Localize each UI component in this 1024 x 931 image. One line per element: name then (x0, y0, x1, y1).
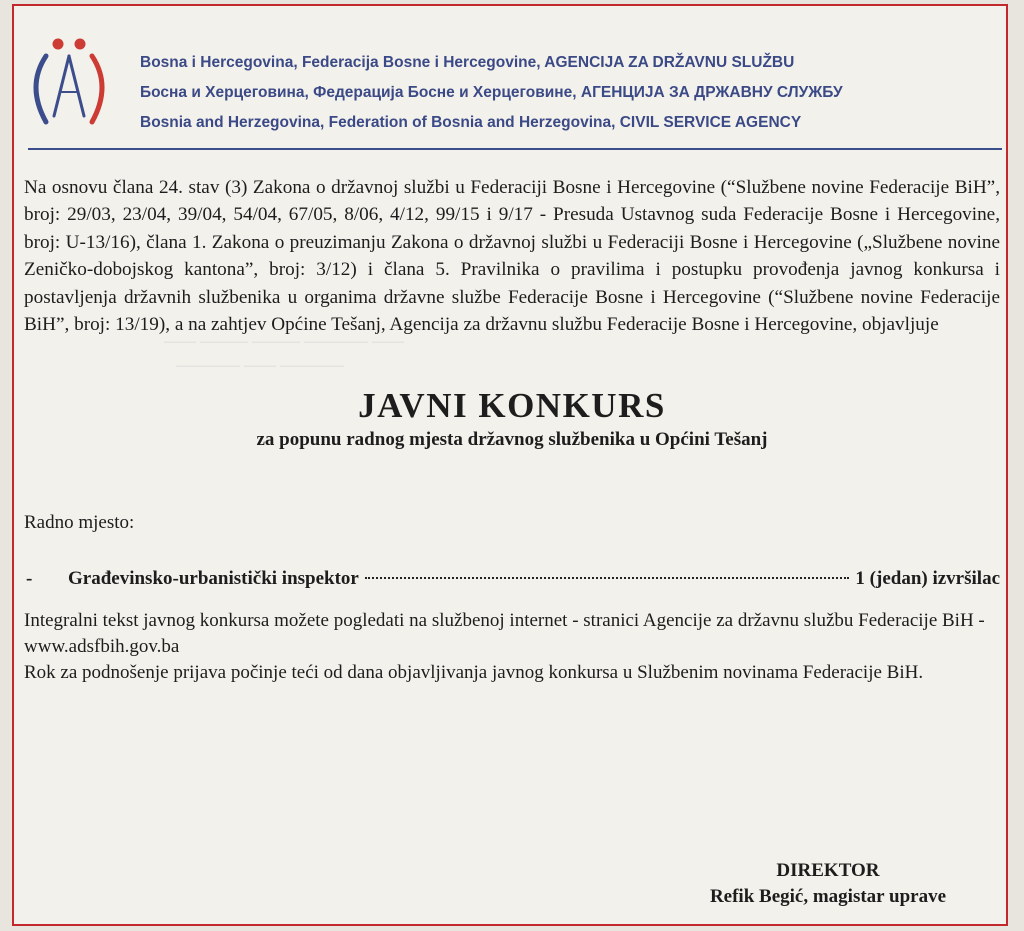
bleed-through-texture: —— ——— ——— ———— —— ———— —— ———— (164, 333, 404, 374)
agency-header (14, 6, 1006, 156)
legal-basis-paragraph: Na osnovu člana 24. stav (3) Zakona o državnoj službi u Federaciji Bosne i Hercegovine (“Službene novine Federacije BiH”, broj: 29/03, 23/04, 39/04, 54/04, 67/05, 8/06, 4/12, 99/15 i 9/17 - Presuda Ustavnog suda Federacije Bosne i Hercegovine, broj: U-13/16), člana 1. Zakona o preuzimanju Zakona o državnoj službi u Federaciji Bosne i Hercegovine („Službene novine Zeničko-dobojskog kantona”, broj: 3/12) i člana 5. Pravilnika o pravilima i postupku provođenja javnog konkursa i postavljenja državnih službenika u organima državne službe Federacije Bosne i Hercegovine (“Službene novine Federacije BiH”, broj: 13/19), a na zahtjev Općine Tešanj, Agencija za državnu službu Federacije Bosne i Hercegovine, objavljuje (24, 177, 1000, 336)
agency-name-latin: Bosna i Hercegovina, Federacija Bosne i Hercegovine, AGENCIJA ZA DRŽAVNU SLUŽBU (140, 54, 795, 71)
signature-role: DIREKTOR (776, 860, 880, 881)
signature-name: Refik Begić, magistar uprave (709, 886, 946, 907)
position-label: Radno mjesto: (24, 512, 135, 534)
header-divider (28, 148, 1002, 150)
position-bullet: - (26, 568, 33, 590)
signature-block (710, 858, 946, 910)
announcement-body (24, 174, 1000, 686)
agency-name-block (140, 48, 843, 138)
agency-name-english: Bosnia and Herzegovina, Federation of Bosnia and Herzegovina, CIVIL SERVICE AGENCY (140, 114, 802, 131)
position-name: Građevinsko-urbanistički inspektor (68, 568, 359, 590)
agency-emblem-icon (24, 34, 116, 136)
full-text-notice: Integralni tekst javnog konkursa možete pogledati na službenoj internet - stranici Agencije za državnu službu Federacije BiH - www.adsfbih.gov.ba (24, 610, 985, 658)
announcement-title: JAVNI KONKURS (358, 386, 666, 426)
position-count: 1 (jedan) izvršilac (855, 568, 1000, 590)
announcement-subtitle: za popunu radnog mjesta državnog službenika u Općini Tešanj (256, 429, 768, 451)
dotted-leader (365, 577, 850, 579)
deadline-notice: Rok za podnošenje prijava počinje teći od dana objavljivanja javnog konkursa u Službenim novinama Federacije BiH. (24, 662, 924, 684)
agency-name-cyrillic: Босна и Херцеговина, Федерација Босне и Херцеговине, АГЕНЦИЈА ЗА ДРЖАВНУ СЛУЖБУ (140, 84, 843, 101)
position-row (24, 566, 1000, 592)
announcement-frame (12, 4, 1008, 926)
